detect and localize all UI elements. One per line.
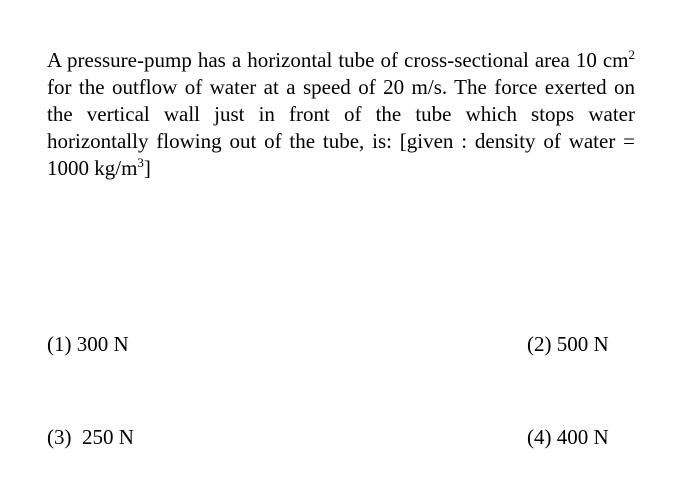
question-part-3: ] <box>143 156 151 180</box>
option-4-label: (4) <box>527 425 552 449</box>
option-1[interactable] <box>47 331 129 358</box>
superscript-cubed: 3 <box>137 155 144 170</box>
option-2-text: 500 N <box>556 332 609 356</box>
option-3-text: 250 N <box>82 425 134 449</box>
option-3-label: (3) <box>47 425 72 449</box>
option-1-label: (1) <box>47 332 72 356</box>
option-4-text: 400 N <box>556 425 609 449</box>
superscript-squared: 2 <box>628 47 635 62</box>
option-1-text: 300 N <box>76 332 129 356</box>
option-3[interactable] <box>47 424 134 451</box>
question-part-2: for the outflow of water at a speed of 20 m/s. The force exerted on the vertical wall just in front of the tube which stops water horizontally flowing out of the tube, is: [given : density of water = 1000 kg/m <box>47 75 635 180</box>
option-2[interactable] <box>527 331 609 358</box>
option-2-label: (2) <box>527 332 552 356</box>
question-part-1: A pressure-pump has a horizontal tube of cross-sectional area 10 cm <box>47 48 629 72</box>
option-4[interactable] <box>527 424 609 451</box>
question-text <box>47 47 635 182</box>
